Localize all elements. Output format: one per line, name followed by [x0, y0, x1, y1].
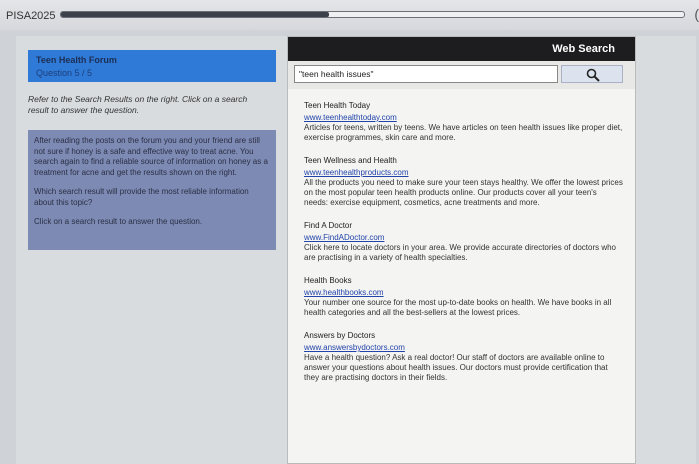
- result-description: Have a health question? Ask a real doctor! Our staff of doctors are available online to answer your questions about health issues. Our doctors must provide certification that they are practising doctors in their fields.: [304, 353, 608, 382]
- search-input[interactable]: "teen health issues": [294, 65, 558, 83]
- result-title: Teen Wellness and Health: [304, 156, 397, 165]
- scenario-text: After reading the posts on the forum you and your friend are still not sure if honey is a safe and effective way to treat acne. You search again to find a reliable source of information on honey as a treatment for acne and get the results shown on the right.: [34, 136, 268, 177]
- question-text: Which search result will provide the most reliable information about this topic?: [34, 187, 249, 207]
- search-result[interactable]: [304, 221, 623, 263]
- progress-fill: [61, 12, 329, 17]
- result-url-link[interactable]: www.FindADoctor.com: [304, 233, 385, 242]
- result-description: Click here to locate doctors in your area. We provide accurate directories of doctors who are practising in a variety of health specialties.: [304, 243, 616, 262]
- search-icon: [586, 68, 600, 82]
- search-button[interactable]: [561, 65, 623, 83]
- result-description: Your number one source for the most up-to-date books on health. We have books in all health categories and all the best-sellers at the lowest prices.: [304, 298, 612, 317]
- progress-bar: [60, 11, 685, 18]
- forum-title: Teen Health Forum: [36, 55, 117, 65]
- search-results: [288, 89, 635, 383]
- forum-header: [28, 50, 276, 82]
- stimulus-panel: [28, 50, 276, 250]
- search-header: Web Search: [288, 37, 635, 61]
- instruction-text: Refer to the Search Results on the right. Click on a search result to answer the question.: [28, 94, 248, 115]
- search-result[interactable]: [304, 276, 623, 318]
- page-edge-icon: (: [694, 6, 699, 22]
- question-box: [28, 130, 276, 250]
- result-description: All the products you need to make sure your teen stays healthy. We offer the lowest prices on the most popular teen health products online. Our products cover all your teen's needs: exercise equipment, cosmetics, acne treatments and more.: [304, 178, 623, 207]
- search-result[interactable]: [304, 156, 623, 208]
- search-result[interactable]: [304, 101, 623, 143]
- result-description: Articles for teens, written by teens. We have articles on teen health issues like proper diet, exercise programmes, skin care and more.: [304, 123, 623, 142]
- result-url-link[interactable]: www.healthbooks.com: [304, 288, 384, 297]
- task-text: Click on a search result to answer the question.: [34, 217, 203, 226]
- question-counter: Question 5 / 5: [36, 68, 93, 78]
- content-area: [16, 36, 696, 464]
- result-url-link[interactable]: www.teenhealthtoday.com: [304, 113, 397, 122]
- result-title: Answers by Doctors: [304, 331, 376, 340]
- search-result[interactable]: [304, 331, 623, 383]
- search-bar: [288, 61, 635, 89]
- top-bar: [0, 0, 699, 30]
- result-title: Teen Health Today: [304, 101, 371, 110]
- web-search-panel: [287, 36, 636, 464]
- result-title: Health Books: [304, 276, 352, 285]
- result-title: Find A Doctor: [304, 221, 353, 230]
- result-url-link[interactable]: www.answersbydoctors.com: [304, 343, 405, 352]
- result-url-link[interactable]: www.teenhealthproducts.com: [304, 168, 409, 177]
- app-brand: PISA2025: [6, 10, 56, 22]
